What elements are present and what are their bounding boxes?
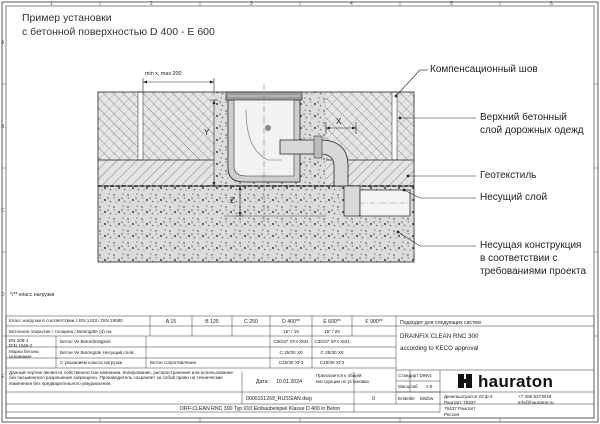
- company-zip: 76437 Раштатт: [444, 406, 476, 411]
- tb-footer: DRF-CLEAN RNC 300 Typ 010 Einbaubeispiel Klasse D 400 in Beton: [180, 406, 341, 412]
- drawing-title-line1: Пример установки: [22, 12, 112, 24]
- company-country: Россия: [444, 412, 460, 417]
- company-email: info@hauraton.ru: [518, 400, 554, 405]
- edge-col-2: 2: [150, 1, 153, 7]
- tb-concrete-row-label: Бетонное покрытие / толщина / Betongüte (d) см: [9, 329, 112, 334]
- tb-en206-e600: C30/37 XF4 XM1: [314, 339, 350, 344]
- edge-row-d: D: [1, 292, 5, 298]
- tb-file-name: 0000151269_RUSSIAN.dwg: [246, 396, 312, 402]
- tb-disclaimer: Данный чертеж является собственностью компании. Копирование, распространение или использование без письменного разрешения запрещено. Производитель сохраняет за собой право на технические изменения без предварительного уведомления.: [9, 370, 233, 386]
- tb-load-class-header: Класс нагрузки в соответствии с EN 1433 / DIN 19580: [9, 318, 123, 323]
- callout-top-concrete-line1: Верхний бетонный: [480, 112, 567, 123]
- callout-structure-line2: в соответствии с: [480, 253, 558, 264]
- tb-file-number: 0: [372, 396, 375, 402]
- dimension-x: X: [336, 117, 342, 126]
- edge-col-4: 4: [350, 1, 353, 7]
- tb-en206-label: EN 206-1: [9, 338, 29, 343]
- tb-class-e600: E 600**: [323, 319, 341, 325]
- dimension-y: Y: [204, 128, 210, 137]
- tb-concrete-d400: 15* / 15: [283, 329, 299, 334]
- callout-geotextile: Геотекстиль: [480, 170, 537, 181]
- edge-col-3: 3: [250, 1, 253, 7]
- tb-author-label: Ersteller: [398, 396, 415, 401]
- tb-c3-desc: Бетон сопротивление: [150, 360, 197, 365]
- footnote-load-class: */** класс нагрузки: [10, 292, 55, 298]
- tb-date-label: Дата:: [256, 379, 269, 385]
- tb-class-c250: C 250: [244, 319, 258, 325]
- edge-col-1: 1: [50, 1, 53, 7]
- callout-expansion-joint: Компенсационный шов: [430, 64, 538, 75]
- callout-top-concrete-line2: слой дорожных одежд: [480, 125, 584, 136]
- drawing-title-line2: с бетонной поверхностью D 400 - E 600: [22, 26, 215, 38]
- outlet-pipe: [344, 186, 360, 216]
- edge-col-6: 6: [550, 1, 553, 7]
- edge-row-c: C: [1, 208, 5, 214]
- tb-en206-desc: Бетон Ve Betonfestigkeit: [60, 339, 111, 344]
- tb-c3-label: С указанием класса нагрузки: [60, 360, 123, 365]
- company-address1: Дизельштрассе 22 ф 6: [444, 394, 493, 399]
- tb-c3-d400: C25/30 XF3: [278, 360, 304, 365]
- tb-din1045-label: DIN 1045-2: [9, 343, 33, 348]
- edge-row-e: E: [1, 374, 5, 380]
- tb-mat-desc: Бетон Ve Betongüte Несущий слой: [60, 350, 134, 355]
- company-name: hauraton: [478, 372, 554, 391]
- tb-product-line: DRAINFIX CLEAN RNC 300: [400, 333, 479, 340]
- tb-class-f900: F 900**: [365, 319, 383, 325]
- dimension-min-max: min x, max 200: [145, 71, 182, 77]
- tb-approval-line: according to KECO approval: [400, 345, 479, 352]
- expansion-joint-right: [392, 92, 397, 160]
- company-phone: +7 495 6373018: [518, 394, 552, 399]
- callout-structure-line3: требованиями проекта: [480, 266, 587, 277]
- hauraton-logo: [458, 371, 582, 391]
- expansion-joint-left: [138, 92, 143, 160]
- tb-en206-d400: C30/37 XF4 XM1: [273, 339, 309, 344]
- tb-mat-d400: C 25/30 X0: [279, 350, 303, 355]
- tb-scale-value: 1:8: [426, 384, 433, 389]
- tb-class-b125: B 125: [205, 319, 219, 325]
- dimension-z: Z: [230, 196, 235, 205]
- tb-mat-label: Марка бетона: [9, 349, 39, 354]
- tb-scale-label: Масштаб: [398, 384, 418, 389]
- tb-standard-label: Стандарт DIN: [398, 373, 428, 378]
- tb-class-d400: D 400**: [282, 319, 300, 325]
- tb-suitable-title: Подходит для следующих систем: [400, 320, 481, 326]
- callout-structure-line1: Несущая конструкция: [480, 240, 582, 251]
- tb-note-line1: Прилагается к общей: [316, 373, 362, 378]
- edge-row-a: A: [1, 40, 5, 46]
- tb-mat-e600: C 25/30 X0: [320, 350, 344, 355]
- tb-note-line2: инструкции по установке.: [316, 379, 371, 384]
- tb-author-value: EB/bw: [420, 396, 434, 401]
- company-address2: Раштатт 76437: [444, 400, 476, 405]
- tb-standard-value: A4: [426, 373, 432, 378]
- edge-row-b: B: [1, 124, 5, 130]
- tb-class-a15: A 15: [165, 319, 177, 325]
- tb-mat-sub: основание: [9, 354, 32, 359]
- tb-concrete-e600: 15* / 20: [324, 329, 340, 334]
- tb-c3-e600: C25/30 XF3: [319, 360, 345, 365]
- edge-col-5: 5: [450, 1, 453, 7]
- callout-bearing-layer: Несущий слой: [480, 192, 548, 203]
- tb-date-value: 10.01.2024: [276, 379, 302, 385]
